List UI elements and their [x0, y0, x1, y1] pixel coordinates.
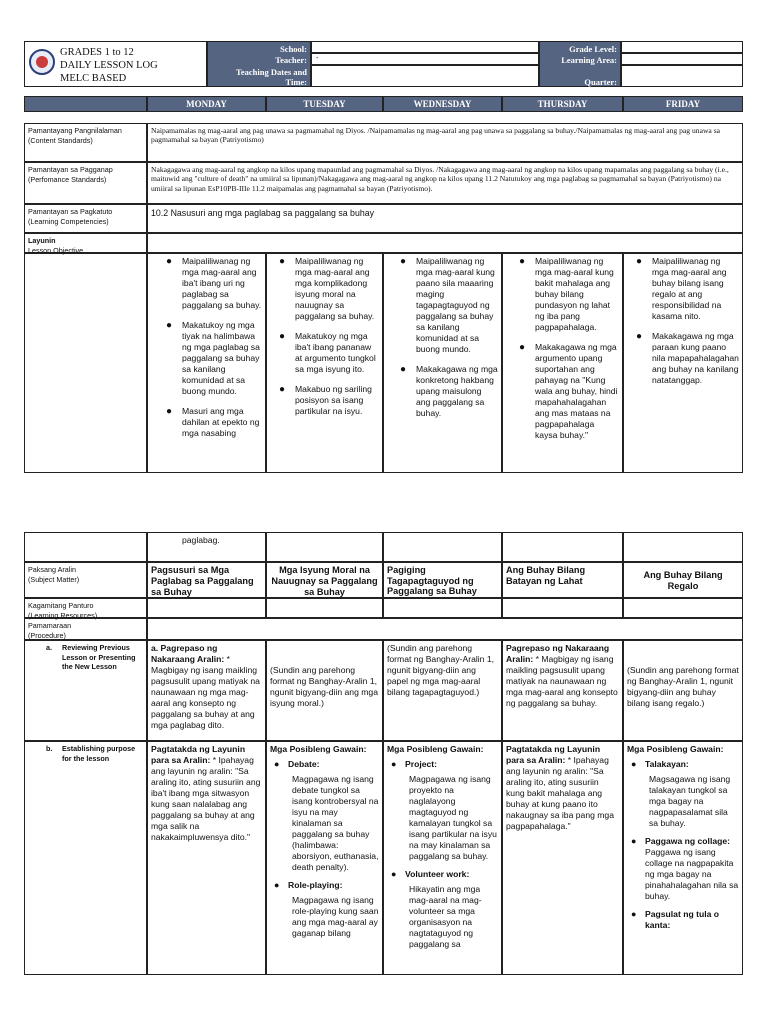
title-dll: DAILY LESSON LOG — [60, 60, 158, 71]
performance-standards-label — [24, 162, 147, 204]
content-standards-sub: (Content Standards) — [28, 135, 93, 145]
purpose-tuesday-head: Mga Posibleng Gawain: — [270, 744, 367, 754]
school-field[interactable] — [311, 41, 539, 53]
competencies-label — [24, 204, 147, 233]
review-tuesday: (Sundin ang parehong format ng Banghay-Aralin 1, ngunit bigyang-diin ang mga isyung moral.) — [266, 640, 383, 741]
subject-friday: Ang Buhay Bilang Regalo — [623, 562, 743, 598]
purpose-label-text: Establishing purpose for the lesson — [62, 744, 136, 763]
dates-label-1: Teaching Dates and — [235, 67, 307, 77]
cont-blank-thu — [502, 532, 623, 562]
teacher-label: Teacher: — [275, 55, 307, 65]
title-melc: MELC BASED — [60, 73, 127, 84]
objectives-tuesday — [266, 253, 383, 473]
procedure-blank — [147, 618, 743, 640]
day-thursday: THURSDAY — [502, 96, 623, 112]
purpose-friday — [623, 741, 743, 975]
resources-monday — [147, 598, 266, 618]
purpose-thursday-head: Pagtatakda ng Layunin para sa Aralin: — [506, 744, 601, 765]
competencies-title: Pamantayan sa Pagkatuto — [28, 207, 113, 216]
performance-standards-title: Pamantayan sa Pagganap — [28, 165, 113, 174]
resources-wednesday — [383, 598, 502, 618]
purpose-wednesday-head: Mga Posibleng Gawain: — [387, 744, 484, 754]
list-item: ● Debate: — [274, 759, 320, 769]
dates-label-2: Time: — [285, 77, 307, 87]
content-standards-title: Pamantayang Pangnilalaman — [28, 126, 122, 135]
resources-title: Kagamitang Panturo — [28, 601, 94, 610]
list-item: ● Masuri ang mga dahilan at epekto ng mga nasabing — [166, 406, 260, 438]
learning-area-field[interactable] — [621, 53, 743, 65]
objective-title: Layunin — [28, 236, 56, 245]
list-item: ● Makatukoy ng mga iba't ibang pananaw at argumento tungkol sa mga isyung ito. — [279, 331, 376, 374]
list-item: ● Makakagawa ng mga paraan kung paano nila mapapahalagahan ang buhay na kanilang natatanggap. — [636, 331, 739, 385]
objectives-thursday — [502, 253, 623, 473]
resources-tuesday — [266, 598, 383, 618]
review-monday-head: a. Pagrepaso ng Nakaraang Aralin: — [151, 643, 225, 664]
objective-label — [24, 233, 147, 253]
continuation-label-blank — [24, 532, 147, 562]
content-standards-label — [24, 123, 147, 162]
list-item: ● Talakayan: — [631, 759, 689, 769]
list-item-text: Magpagawa ng isang debate tungkol sa isang kontrobersyal na isyu na may kinalaman sa paggalang sa buhay (halimbawa: aborsiyon, euthanasia, death penalty). — [292, 774, 379, 872]
procedure-title: Pamamaraan — [28, 621, 72, 630]
list-item-text: Magpagawa ng isang role-playing kung saan ang mga mag-aaral ay gaganap bilang — [292, 895, 379, 938]
subject-monday: Pagsusuri sa Mga Paglabag sa Paggalang sa Buhay — [147, 562, 266, 598]
quarter-field[interactable] — [621, 65, 743, 87]
purpose-label — [24, 741, 147, 975]
list-item: ● Pagsulat ng tula o kanta: — [631, 909, 720, 930]
subject-matter-sub: (Subject Matter) — [28, 574, 80, 584]
purpose-monday-head: Pagtatakda ng Layunin para sa Aralin: — [151, 744, 246, 765]
list-item: ● Makakagawa ng mga argumento upang suportahan ang pahayag na "Kung wala ang buhay, hindi mapahahalagahan ang mas mataas na pagpapahalaga kaysa buhay." — [519, 342, 618, 440]
objective-sub: Lesson Objective — [28, 245, 84, 255]
subject-matter-label — [24, 562, 147, 598]
list-item: ● Volunteer work: — [391, 869, 470, 879]
day-friday: FRIDAY — [623, 96, 743, 112]
list-item: ● Project: — [391, 759, 437, 769]
review-wednesday: (Sundin ang parehong format ng Banghay-Aralin 1, ngunit bigyang-diin ang papel ng mga mag-aaral bilang tagapagtaguyod.) — [383, 640, 502, 741]
list-item: ● Makakagawa ng mga konkretong hakbang upang maisulong ang paggalang sa buhay. — [400, 364, 498, 418]
purpose-wednesday — [383, 741, 502, 975]
list-item: ● Makabuo ng sariling posisyon sa isang partikular na isyu. — [279, 384, 372, 416]
cont-blank-tue — [266, 532, 383, 562]
grade-level-label: Grade Level: — [569, 44, 617, 54]
list-item: ● Maipaliliwanag ng mga mag-aaral ang buhay bilang isang regalo at ang responsibilidad na kasama nito. — [636, 256, 727, 321]
review-thursday-head: Pagrepaso ng Nakaraang Aralin: — [506, 643, 610, 664]
procedure-label — [24, 618, 147, 640]
review-monday — [147, 640, 266, 741]
objectives-friday — [623, 253, 743, 473]
header-right-labels-block — [539, 41, 621, 87]
review-letter: a. — [46, 643, 52, 652]
subject-thursday: Ang Buhay Bilang Batayan ng Lahat — [502, 562, 623, 598]
list-item: ● Paggawa ng collage: Paggawa ng isang collage na nagpapakita ng mga bagay na pinahahalagahan nila sa buhay. — [631, 836, 739, 901]
grade-level-field[interactable] — [621, 41, 743, 53]
cont-blank-wed — [383, 532, 502, 562]
resources-thursday — [502, 598, 623, 618]
competencies-sub: (Learning Competencies) — [28, 216, 109, 226]
purpose-tuesday — [266, 741, 383, 975]
resources-label — [24, 598, 147, 618]
day-header-blank — [24, 96, 147, 112]
dates-field[interactable] — [311, 65, 539, 87]
list-item-text: Magsagawa ng isang talakayan tungkol sa mga bagay na nagpapasalamat sila sa buhay. — [649, 774, 731, 828]
quarter-label: Quarter: — [584, 77, 617, 87]
day-monday: MONDAY — [147, 96, 266, 112]
list-item: ● Maipaliliwanag ng mga mag-aaral kung bakit mahalaga ang buhay bilang pundasyon ng lahat ng iba pang pagpapahalaga. — [519, 256, 614, 332]
subject-tuesday: Mga Isyung Moral na Nauugnay sa Paggalang sa Buhay — [266, 562, 383, 598]
list-item: ● Maipaliliwanag ng mga mag-aaral ang iba't ibang uri ng paglabag sa paggalang sa buhay. — [166, 256, 262, 310]
cont-blank-fri — [623, 532, 743, 562]
list-item: ● Makatukoy ng mga tiyak na halimbawa ng mga paglabag sa paggalang sa buhay sa kanilang komunidad at sa buong mundo. — [166, 320, 260, 396]
list-item-text: Magpagawa ng isang proyekto na naglalayong magtaguyod ng kamalayan tungkol sa isang partikular na isyu na may kinalaman sa paggalang sa buhay. — [409, 774, 497, 861]
purpose-friday-head: Mga Posibleng Gawain: — [627, 744, 724, 754]
resources-friday — [623, 598, 743, 618]
objectives-monday — [147, 253, 266, 473]
teacher-field[interactable]: - — [311, 53, 539, 65]
content-standards-text: Naipamamalas ng mag-aaral ang pag unawa sa pagmamahal ng Diyos. /Naipamamalas ng mag-aaral ang pag unawa sa paggalang sa buhay./Naipamamalas ng mag-aaral ang pag unawa sa pagmamahal sa bayan (Patriyotismo) — [147, 123, 743, 162]
objective-header-blank — [147, 233, 743, 253]
purpose-thursday — [502, 741, 623, 975]
competencies-text: 10.2 Nasusuri ang mga paglabag sa paggalang sa buhay — [147, 204, 743, 233]
review-friday: (Sundin ang parehong format ng Banghay-Aralin 1, ngunit bigyang-diin ang buhay bilang isang regalo.) — [623, 640, 743, 741]
list-item: ● Maipaliliwanag ng mga mag-aaral ang mga komplikadong isyung moral na nauugnay sa paggalang sa buhay. — [279, 256, 375, 321]
subject-wednesday: Pagiging Tagapagtaguyod ng Paggalang sa Buhay — [383, 562, 502, 598]
subject-matter-title: Paksang Aralin — [28, 565, 76, 574]
header-title-block — [24, 41, 207, 87]
deped-seal-icon — [29, 49, 55, 75]
list-item-text: Hikayatin ang mga mag-aaral na mag-volunteer sa mga organisasyon na nagtataguyod ng paggalang sa — [409, 884, 482, 949]
day-wednesday: WEDNESDAY — [383, 96, 502, 112]
school-label: School: — [280, 44, 307, 54]
objective-label-blank — [24, 253, 147, 473]
objectives-wednesday — [383, 253, 502, 473]
purpose-letter: b. — [46, 744, 53, 753]
day-tuesday: TUESDAY — [266, 96, 383, 112]
review-monday-text: * Magbigay ng isang maikling pagsusulit upang matiyak na naunawaan ng mga mag-aaral ang konsepto ng paggalang sa buhay at ang mga paglabag dito. — [151, 654, 260, 730]
purpose-monday — [147, 741, 266, 975]
purpose-thursday-text: * Ipahayag ang layunin ng aralin: "Sa araling ito, ating susuriin kung bakit mahalaga ang buhay at kung paano ito nakaugnay sa iba pang mga pagpapahalaga." — [506, 755, 614, 831]
list-item: ● Maipaliliwanag ng mga mag-aaral kung paano sila maaaring maging tagapagtaguyod ng paggalang sa buhay sa kanilang komunidad at sa buong mundo. — [400, 256, 495, 354]
review-label-text: Reviewing Previous Lesson or Presenting the New Lesson — [62, 643, 136, 671]
purpose-monday-text: * Ipahayag ang layunin ng aralin: "Sa araling ito, ating susuriin ang iba't ibang mga sitwasyon kung saan nalalabag ang paggalang sa buhay at ang mga salik na nakakaimpluwensya dito." — [151, 755, 261, 842]
objectives-monday-continued: paglabag. — [147, 532, 266, 562]
performance-standards-sub: (Perfomance Standards) — [28, 174, 107, 184]
title-grades: GRADES 1 to 12 — [60, 47, 134, 58]
resources-sub: (Learning Resources) — [28, 610, 98, 620]
performance-standards-text: Nakagagawa ang mag-aaral ng angkop na kilos upang mapaunlad ang pagmamahal sa Diyos. /Nakagagawa ang mag-aaral ng angkop na kilos upang mapamalas ang paggalang sa buhay (i.e., maituwid ang "culture of death" na umiiral sa lipunan)/Nakagagawa ang mag-aaral ng angkop na kilos upang 11.2 Natutukoy ang mga paglabag sa pagmamahal sa bayan (Patriyotismo) na umiiral sa lipunan EsP10PB-IIIe 11.2 maipamalas ang pagmamahal sa bayan (Patriyotismo). — [147, 162, 743, 204]
list-item: ● Role-playing: — [274, 880, 343, 890]
learning-area-label: Learning Area: — [561, 55, 617, 65]
review-thursday-text: * Magbigay ng isang maikling pagsusulit upang matiyak na naunawaan ng mga mag-aaral ang konsepto ng paggalang sa buhay. — [506, 654, 618, 708]
review-label — [24, 640, 147, 741]
header-labels-block — [207, 41, 311, 87]
procedure-sub: (Procedure) — [28, 630, 66, 640]
review-thursday — [502, 640, 623, 741]
